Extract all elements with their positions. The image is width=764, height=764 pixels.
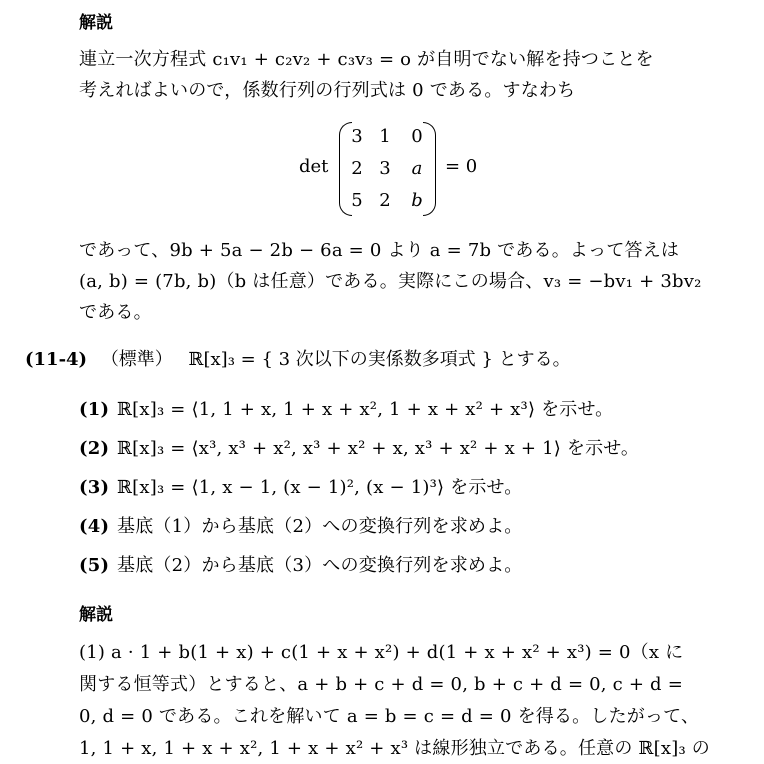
paragraph-line: (a, b) = (7b, b)（b は任意）である。実際にこの場合、v₃ = −bv₁ + 3bv₂ — [79, 271, 702, 292]
item-text: 基底（1）から基底（2）への変換行列を求めよ。 — [117, 516, 523, 537]
item-number: (2) — [79, 438, 110, 459]
matrix-cell: b — [411, 190, 423, 211]
item-text: ℝ[x]₃ = ⟨1, x − 1, (x − 1)², (x − 1)³⟩ を示せ。 — [117, 477, 523, 498]
item-text: ℝ[x]₃ = ⟨1, 1 + x, 1 + x + x², 1 + x + x² + x³⟩ を示せ。 — [117, 399, 614, 420]
det-label: det — [299, 156, 329, 177]
matrix-cell: 1 — [379, 126, 391, 147]
problem-item — [79, 512, 523, 538]
item-number: (3) — [79, 477, 110, 498]
paragraph-line: (1) a · 1 + b(1 + x) + c(1 + x + x²) + d(1 + x + x² + x³) = 0（x に — [79, 642, 684, 663]
section-heading-1: 解説 — [79, 13, 113, 33]
item-text: 基底（2）から基底（3）への変換行列を求めよ。 — [117, 555, 523, 576]
item-number: (4) — [79, 516, 110, 537]
determinant-equation — [299, 120, 499, 216]
matrix-cell: 3 — [351, 126, 363, 147]
matrix-cell: 2 — [379, 190, 391, 211]
problem-item — [79, 395, 613, 421]
paragraph-line: 0, d = 0 である。これを解いて a = b = c = d = 0 を得る。したがって、 — [79, 706, 700, 727]
paragraph-line: 1, 1 + x, 1 + x + x², 1 + x + x² + x³ は線形独立である。任意の ℝ[x]₃ の — [79, 738, 710, 759]
problem-number: (11-4) — [25, 349, 88, 370]
paragraph-line: 関する恒等式）とすると、a + b + c + d = 0, b + c + d = 0, c + d = — [79, 674, 683, 695]
problem-header — [25, 345, 571, 371]
matrix-cell: 3 — [379, 158, 391, 179]
equals-zero: = 0 — [445, 156, 478, 177]
matrix-right-paren — [423, 122, 436, 216]
problem-item — [79, 473, 522, 499]
item-number: (5) — [79, 555, 110, 576]
problem-statement: ℝ[x]₃ = { 3 次以下の実係数多項式 } とする。 — [188, 349, 571, 370]
section-heading-2: 解説 — [79, 605, 113, 625]
matrix-cell: a — [411, 158, 423, 179]
matrix-cell: 5 — [351, 190, 363, 211]
item-text: ℝ[x]₃ = ⟨x³, x³ + x², x³ + x² + x, x³ + x² + x + 1⟩ を示せ。 — [117, 438, 640, 459]
matrix-cell: 2 — [351, 158, 363, 179]
problem-item — [79, 434, 639, 460]
problem-item — [79, 551, 523, 577]
paragraph-line: 考えればよいので，係数行列の行列式は 0 である。すなわち — [79, 80, 576, 101]
matrix-cell: 0 — [411, 126, 423, 147]
paragraph-line: である。 — [79, 302, 152, 323]
problem-level: （標準） — [100, 349, 173, 370]
paragraph-line: であって、9b + 5a − 2b − 6a = 0 より a = 7b である。よって答えは — [79, 240, 680, 261]
paragraph-line: 連立一次方程式 c₁v₁ + c₂v₂ + c₃v₃ = o が自明でない解を持つことを — [79, 49, 654, 70]
item-number: (1) — [79, 399, 110, 420]
